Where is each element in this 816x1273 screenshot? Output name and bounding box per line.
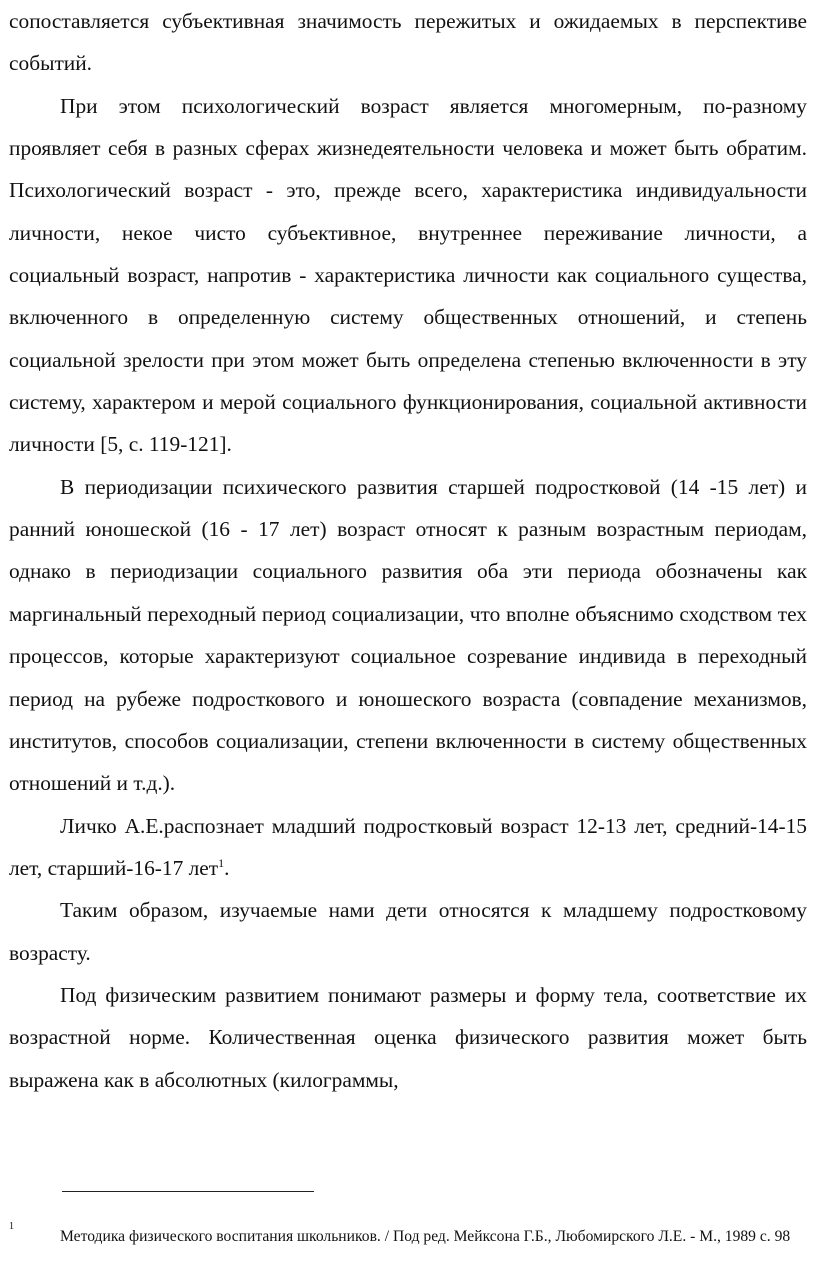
paragraph-3: В периодизации психического развития старшей подростковой (14 -15 лет) и ранний юношеской (16 - 17 лет) возраст относят к разным возрастным периодам, однако в периодизации социального развития оба эти периода обозначены как маргинальный переходный период социализации, что вполне объяснимо сходством тех процессов, которые характеризуют социальное созревание индивида в переходный период на рубеже подросткового и юношеского возраста (совпадение механизмов, институтов, способов социализации, степени включенности в систему общественных отношений и т.д.).: [9, 474, 807, 796]
paragraph-4: [9, 805, 807, 890]
paragraph-5: Таким образом, изучаемые нами дети относятся к младшему подростковому возрасту.: [9, 898, 807, 965]
footnote: [9, 1221, 807, 1247]
paragraph-1: сопоставляется субъективная значимость пережитых и ожидаемых в перспективе событий.: [9, 9, 807, 76]
footnote-text: Методика физического воспитания школьников. / Под ред. Мейксона Г.Б., Любомирского Л.Е. - М., 1989 с. 98: [60, 1228, 791, 1245]
document-body: [9, 0, 807, 1101]
footnote-reference[interactable]: 1: [218, 855, 225, 870]
paragraph-2: При этом психологический возраст является многомерным, по-разному проявляет себя в разных сферах жизнедеятельности человека и может быть обратим. Психологический возраст - это, прежде всего, характеристика индивидуальности личности, некое чисто субъективное, внутреннее переживание личности, а социальный возраст, напротив - характеристика личности как социального существа, включенного в определенную систему общественных отношений, и степень социальной зрелости при этом может быть определена степенью включенности в эту систему, характером и мерой социального функционирования, социальной активности личности [5, с. 119-121].: [9, 93, 807, 457]
paragraph-4-text: Личко А.Е.распознает младший подростковый возраст 12-13 лет, средний-14-15 лет, старший-16-17 лет: [9, 813, 807, 880]
paragraph-4-end: .: [224, 855, 230, 880]
paragraph-6: Под физическим развитием понимают размеры и форму тела, соответствие их возрастной норме. Количественная оценка физического развития может быть выражена как в абсолютных (килограммы,: [9, 982, 807, 1092]
footnote-separator: [62, 1191, 314, 1192]
footnote-marker: 1: [9, 1221, 14, 1232]
